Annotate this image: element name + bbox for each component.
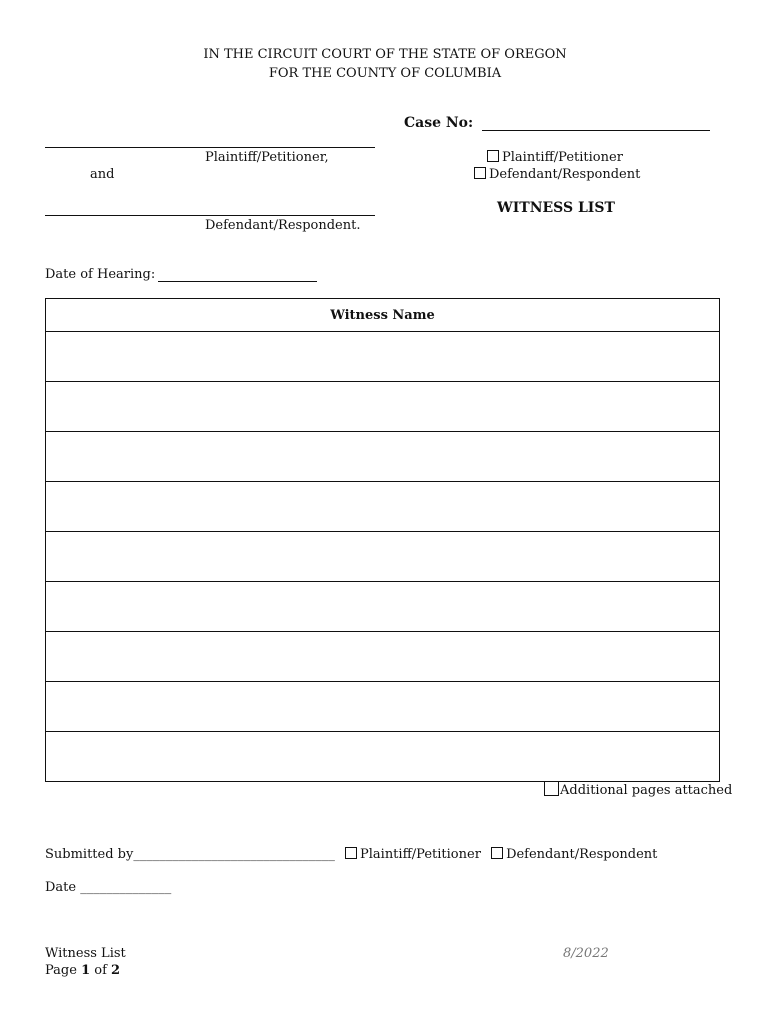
and-label: and (90, 167, 115, 182)
defendant-checkbox[interactable] (474, 167, 486, 179)
witness-row[interactable] (46, 432, 720, 482)
case-number-field[interactable] (482, 130, 710, 131)
county-name: FOR THE COUNTY OF COLUMBIA (268, 66, 502, 81)
witness-row[interactable] (46, 532, 720, 582)
page-prefix: Page (45, 963, 77, 978)
submitted-by-field[interactable]: _______________________________ (133, 847, 335, 862)
defendant-caption-label: Defendant/Respondent. (205, 218, 361, 233)
hearing-date-field[interactable] (158, 281, 317, 282)
case-number-label: Case No: (404, 115, 474, 131)
witness-row[interactable] (46, 732, 720, 782)
date-field[interactable]: ______________ (80, 880, 172, 895)
additional-pages-checkbox[interactable] (544, 781, 559, 796)
submitted-by-label: Submitted by (45, 847, 134, 862)
page-of: of (94, 963, 107, 978)
submitted-by-row (45, 847, 657, 862)
witness-row[interactable] (46, 482, 720, 532)
role-plaintiff-label: Plaintiff/Petitioner (502, 150, 623, 165)
witness-row[interactable] (46, 632, 720, 682)
plaintiff-caption-label: Plaintiff/Petitioner, (205, 150, 329, 165)
witness-row[interactable] (46, 582, 720, 632)
witness-row[interactable] (46, 682, 720, 732)
witness-row[interactable] (46, 382, 720, 432)
hearing-date-label: Date of Hearing: (45, 267, 156, 282)
page-current: 1 (81, 963, 91, 978)
role-option-plaintiff[interactable] (487, 150, 623, 165)
submitter-defendant-option[interactable] (491, 847, 657, 862)
role-option-defendant[interactable] (474, 167, 640, 182)
submitter-plaintiff-label: Plaintiff/Petitioner (360, 847, 481, 862)
defendant-name-field[interactable] (45, 215, 375, 216)
footer-page-number (45, 963, 120, 978)
role-defendant-label: Defendant/Respondent (489, 167, 641, 182)
date-label: Date (45, 880, 77, 895)
additional-pages-option[interactable] (544, 781, 732, 798)
document-title: WITNESS LIST (497, 200, 615, 216)
submitter-defendant-label: Defendant/Respondent (506, 847, 658, 862)
footer-revision-date: 8/2022 (563, 946, 609, 961)
plaintiff-name-field[interactable] (45, 147, 375, 148)
plaintiff-checkbox[interactable] (487, 150, 499, 162)
footer-form-name: Witness List (45, 946, 126, 961)
court-name: IN THE CIRCUIT COURT OF THE STATE OF OREGON (203, 47, 567, 62)
witness-name-header: Witness Name (46, 299, 720, 332)
additional-pages-label: Additional pages attached (560, 783, 733, 798)
page-total: 2 (111, 963, 121, 978)
submitter-defendant-checkbox[interactable] (491, 847, 503, 859)
submitter-plaintiff-checkbox[interactable] (345, 847, 357, 859)
witness-table (45, 298, 720, 782)
date-row (45, 880, 171, 895)
witness-row[interactable] (46, 332, 720, 382)
submitter-plaintiff-option[interactable] (345, 847, 481, 862)
